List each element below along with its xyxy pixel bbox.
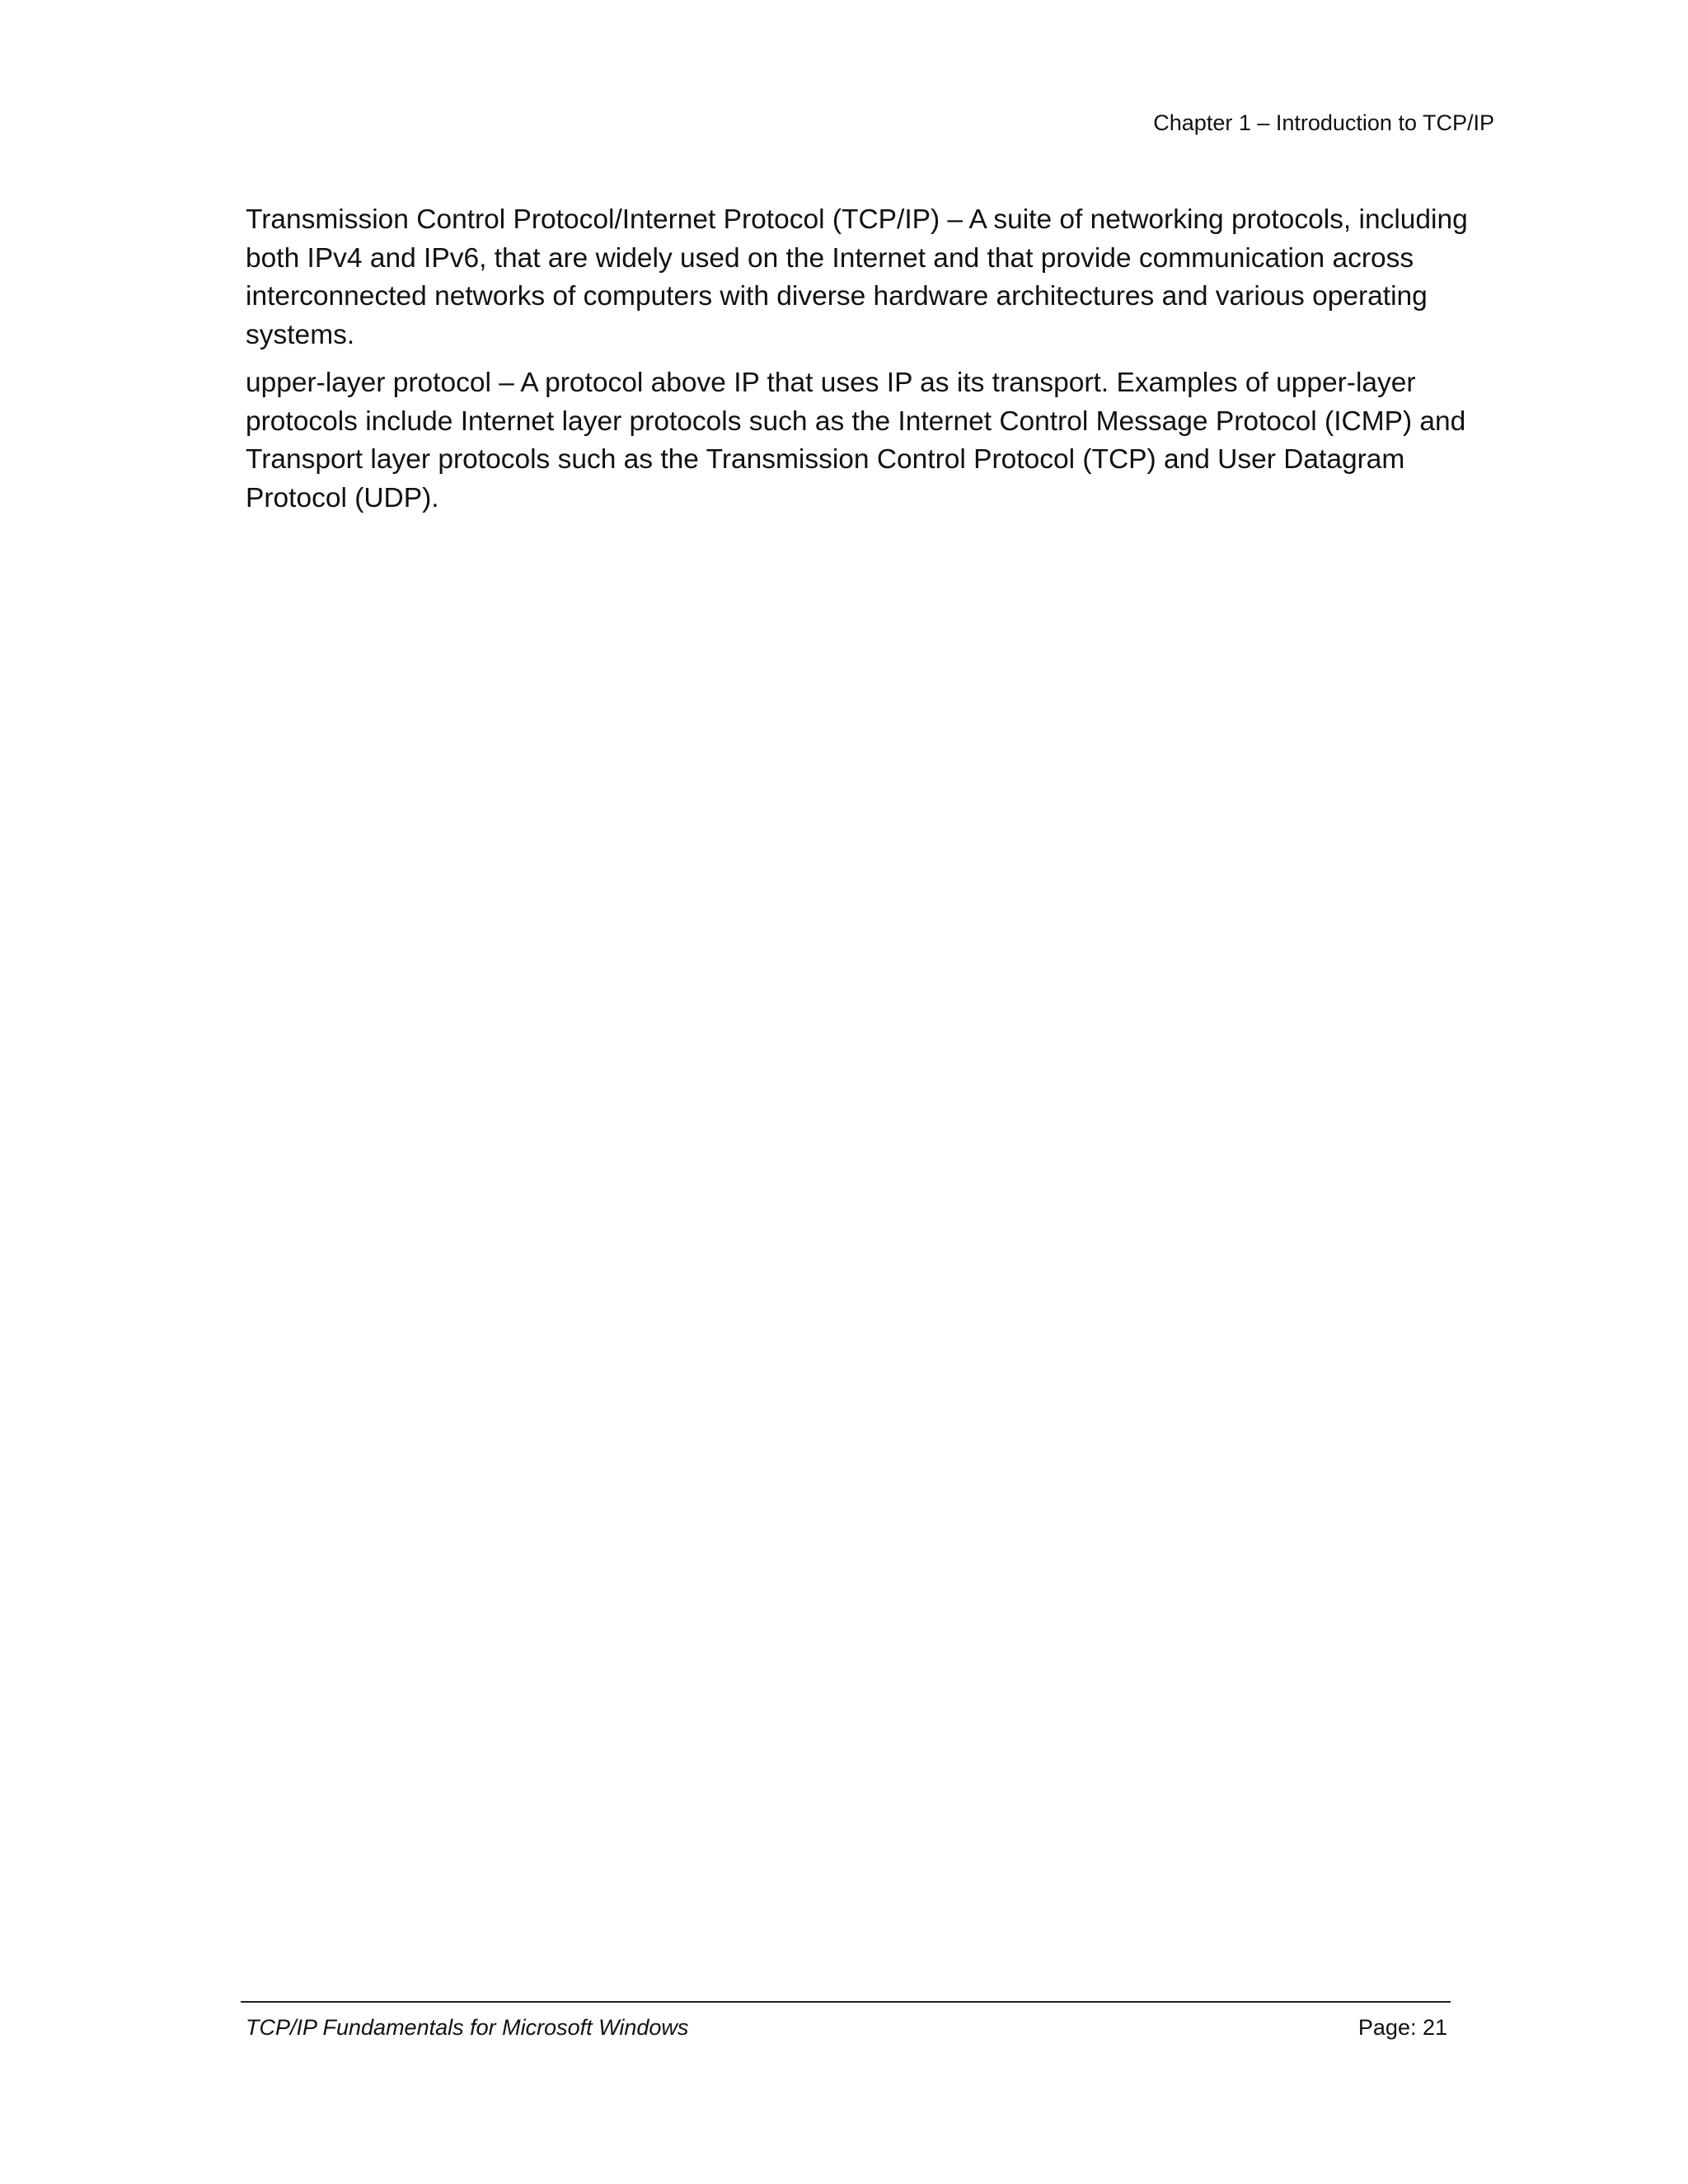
footer-document-title: TCP/IP Fundamentals for Microsoft Windows: [246, 2015, 689, 2040]
footer-divider: [241, 2001, 1451, 2003]
glossary-section: [246, 201, 1482, 527]
glossary-entry-tcp-ip: Transmission Control Protocol/Internet Protocol (TCP/IP) – A suite of networking protocols, including both IPv4 and IPv6, that are widely used on the Internet and that provide communication across interconnected networks of computers with diverse hardware architectures and various operating systems.: [246, 204, 1468, 350]
glossary-entry-upper-layer-protocol: upper-layer protocol – A protocol above IP that uses IP as its transport. Examples of upper-layer protocols include Internet layer protocols such as the Internet Control Message Protocol (ICMP) and Transport layer protocols such as the Transmission Control Protocol (TCP) and User Datagram Protocol (UDP).: [246, 368, 1466, 513]
footer-page-number: Page: 21: [1357, 2015, 1447, 2040]
running-header: Chapter 1 – Introduction to TCP/IP: [1153, 110, 1494, 135]
